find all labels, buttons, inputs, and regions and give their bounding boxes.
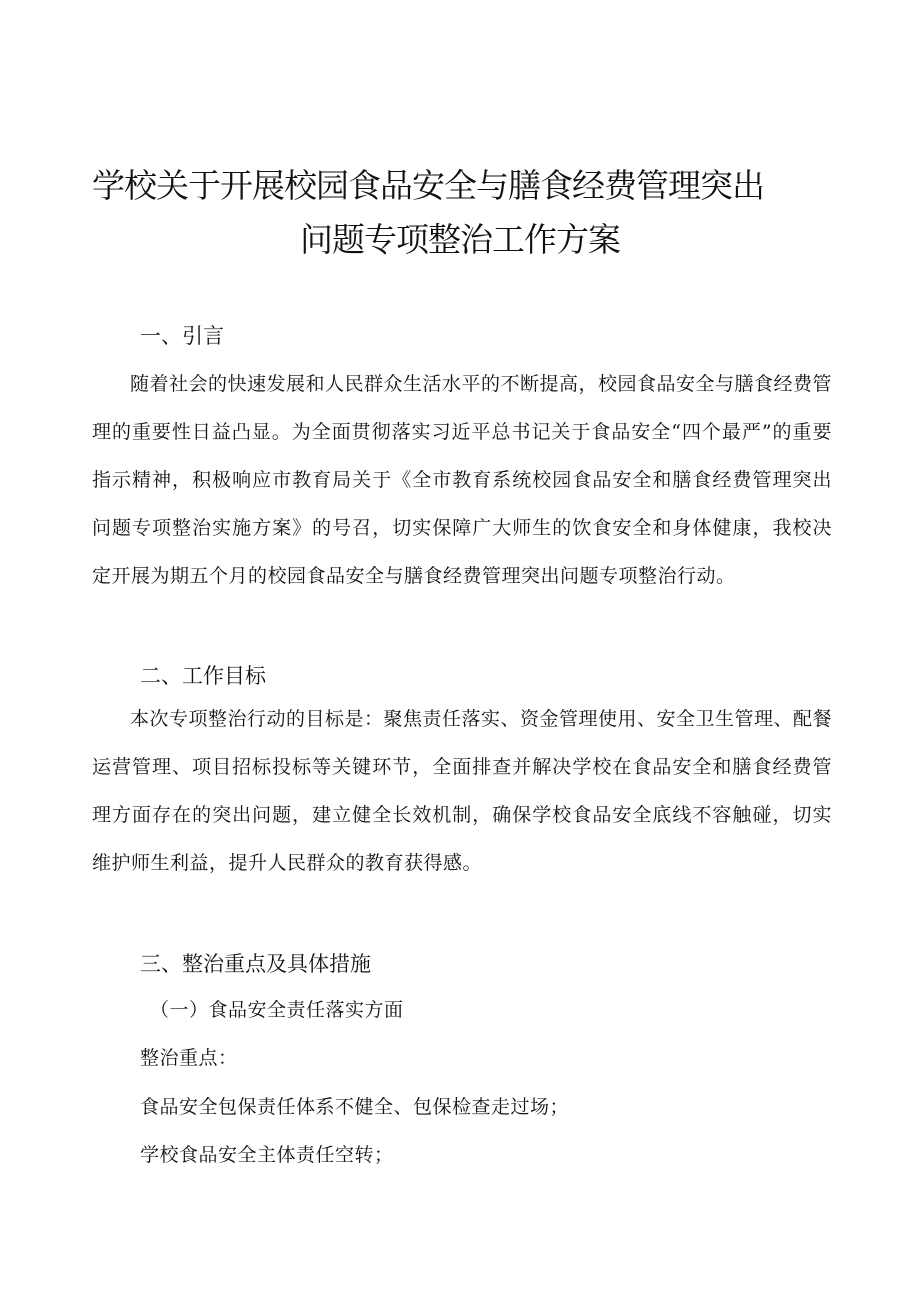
focus-item-2: 学校食品安全主体责任空转；: [140, 1144, 394, 1166]
section-2-paragraph: 本次专项整治行动的目标是：聚焦责任落实、资金管理使用、安全卫生管理、配餐运营管理、项目招标投标等关键环节，全面排查并解决学校在食品安全和膳食经费管理方面存在的突出问题，建立健全长效机制，确保学校食品安全底线不容触碰，切实维护师生利益，提升人民群众的教育获得感。: [92, 708, 833, 874]
document-title-line-1: 学校关于开展校园食品安全与膳食经费管理突出: [92, 166, 764, 205]
focus-label: 整治重点：: [140, 1047, 238, 1069]
section-1-paragraph: 随着社会的快速发展和人民群众生活水平的不断提高，校园食品安全与膳食经费管理的重要性日益凸显。为全面贯彻落实习近平总书记关于食品安全“四个最严”的重要指示精神，积极响应市教育局关于《全市教育系统校园食品安全和膳食经费管理突出问题专项整治实施方案》的号召，切实保障广大师生的饮食安全和身体健康，我校决定开展为期五个月的校园食品安全与膳食经费管理突出问题专项整治行动。: [92, 373, 833, 587]
section-3-heading: 三、整治重点及具体措施: [140, 952, 371, 976]
section-2-heading: 二、工作目标: [140, 664, 266, 688]
focus-item-1: 食品安全包保责任体系不健全、包保检查走过场；: [140, 1096, 570, 1118]
section-3-subheading-1: （一）食品安全责任落实方面: [150, 999, 404, 1021]
document-title-line-2: 问题专项整治工作方案: [300, 220, 620, 259]
section-1-heading: 一、引言: [140, 324, 224, 348]
